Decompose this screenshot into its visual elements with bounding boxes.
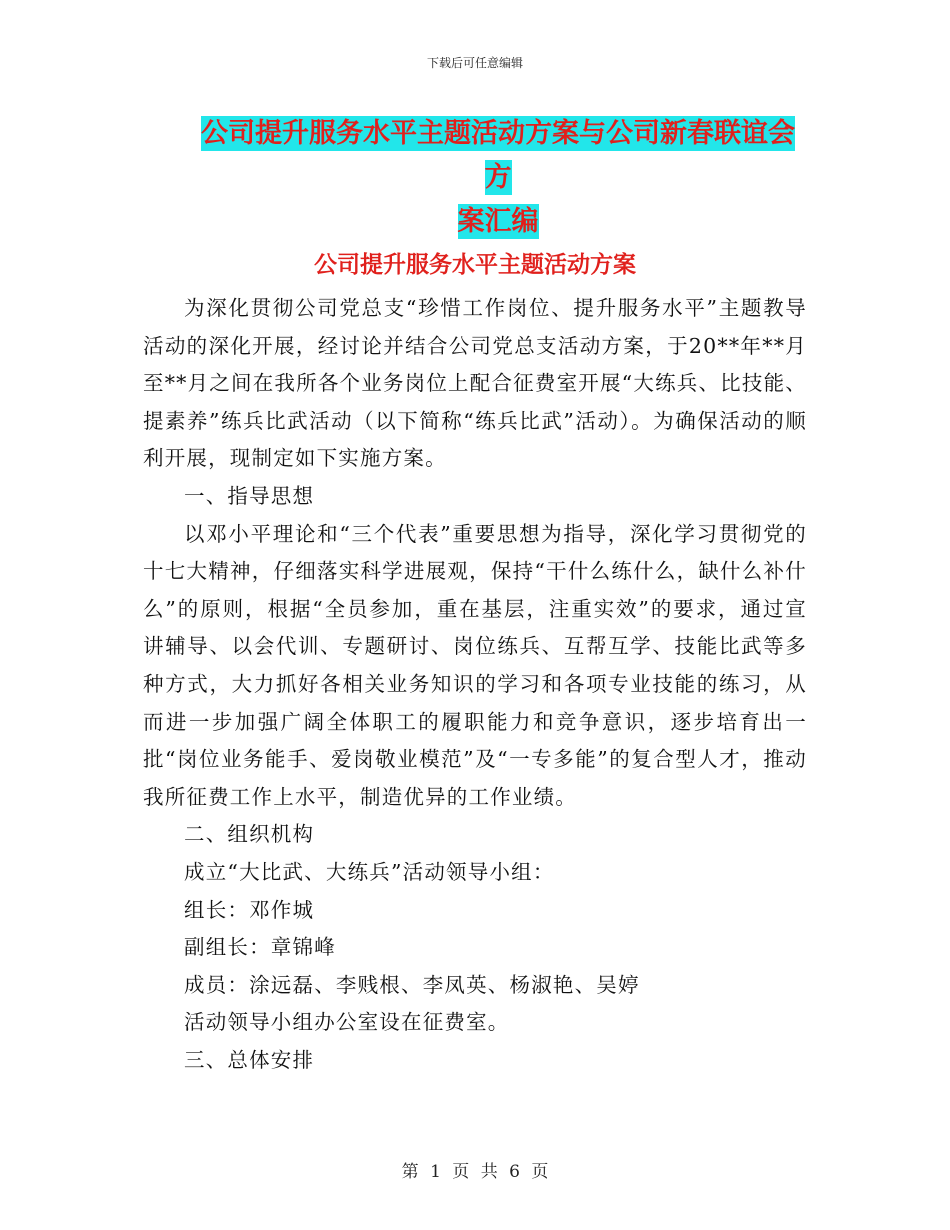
paragraph-members: 成员：涂远磊、李贱根、李凤英、杨淑艳、吴婷 bbox=[184, 972, 640, 997]
paragraph-office: 活动领导小组办公室设在征费室。 bbox=[184, 1010, 510, 1035]
heading-overall-arrangement: 三、总体安排 bbox=[184, 1047, 315, 1072]
paragraph-deputy-leader: 副组长：章锦峰 bbox=[184, 935, 336, 960]
document-title-line-1: 公司提升服务水平主题活动方案与公司新春联谊会方 bbox=[201, 118, 795, 193]
heading-organization: 二、组织机构 bbox=[184, 822, 315, 847]
section-title: 公司提升服务水平主题活动方案 bbox=[314, 252, 636, 278]
paragraph-group-leader: 组长：邓作城 bbox=[184, 897, 315, 922]
document-title-line-2: 案汇编 bbox=[457, 206, 539, 237]
document-title bbox=[190, 112, 806, 244]
document-body bbox=[143, 290, 807, 1079]
page-number: 第 1 页 共 6 页 bbox=[401, 1162, 549, 1182]
paragraph-leading-group: 成立“大比武、大练兵”活动领导小组： bbox=[184, 859, 555, 884]
paragraph-guiding-ideology: 以邓小平理论和“三个代表”重要思想为指导，深化学习贯彻党的十七大精神，仔细落实科学进展观，保持“干什么练什么，缺什么补什么”的原则，根据“全员参加，重在基层，注重实效”的要求，通过宣讲辅导、以会代训、专题研讨、岗位练兵、互帮互学、技能比武等多种方式，大力抓好各相关业务知识的学习和各项专业技能的练习，从而进一步加强广阔全体职工的履职能力和竞争意识，逐步培育出一批“岗位业务能手、爱岗敬业模范”及“一专多能”的复合型人才，推动我所征费工作上水平，制造优异的工作业绩。 bbox=[143, 521, 807, 809]
paragraph-intro: 为深化贯彻公司党总支“珍惜工作岗位、提升服务水平”主题教导活动的深化开展，经讨论并结合公司党总支活动方案，于20**年**月至**月之间在我所各个业务岗位上配合征费室开展“大练兵、比技能、提素养”练兵比武活动（以下简称“练兵比武”活动）。为确保活动的顺利开展，现制定如下实施方案。 bbox=[143, 296, 807, 471]
heading-guiding-ideology: 一、指导思想 bbox=[184, 483, 315, 508]
page-header-note: 下载后可任意编辑 bbox=[426, 56, 523, 70]
